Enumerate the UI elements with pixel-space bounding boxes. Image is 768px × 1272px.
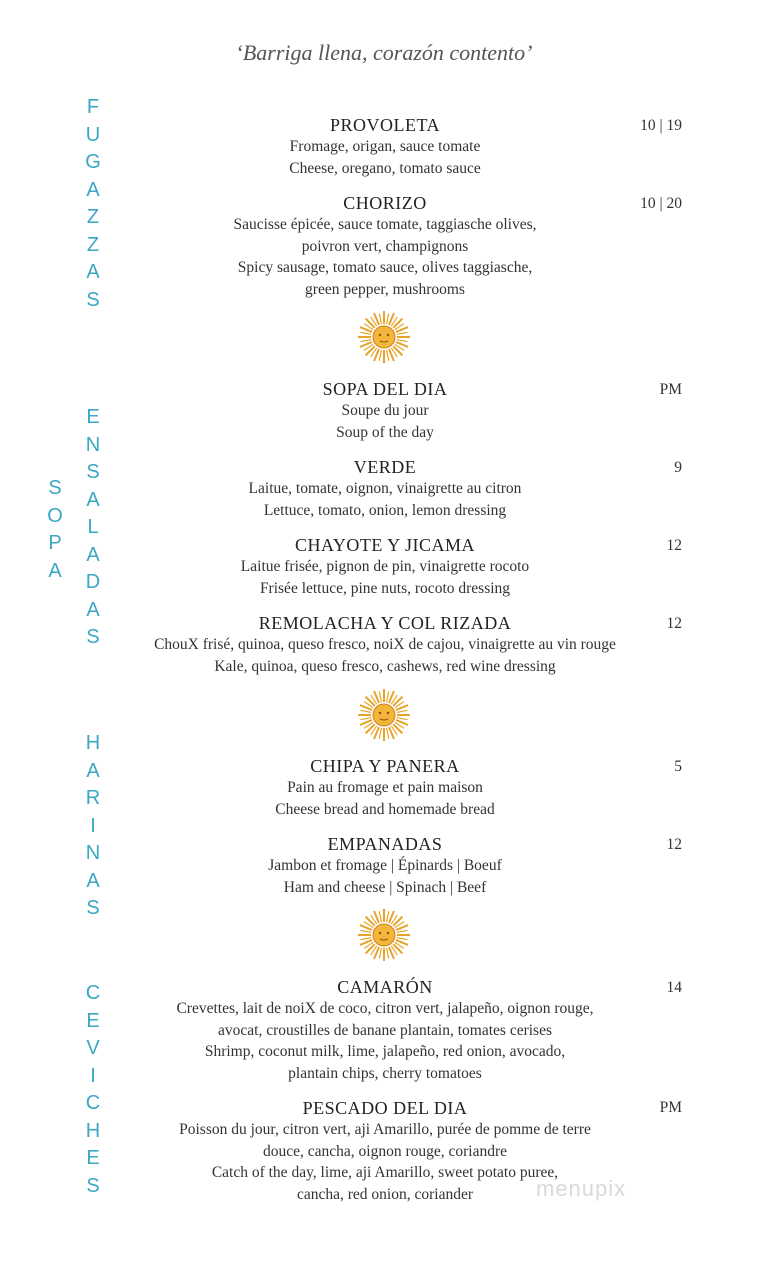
item-name: PESCADO DEL DIA [302,1098,468,1118]
section-label-letter: F [86,96,100,118]
item-description: Crevettes, lait de noiX de coco, citron vert, jalapeño, oignon rouge, [176,1000,594,1017]
item-description: Soup of the day [336,423,434,441]
section-label-letter: C [85,982,101,1004]
item-price: 5 [674,758,682,775]
section-label-letter: U [85,123,101,146]
section-label-letter: E [86,406,100,428]
menu-item [110,456,660,521]
item-name: VERDE [353,457,417,477]
section-label-letter: L [87,516,99,538]
item-name: SOPA DEL DIA [322,379,448,399]
item-name: CHAYOTE Y JICAMA [294,535,475,555]
section-label-letter: Z [86,206,100,228]
section-label-letter: S [86,626,100,648]
item-description: plantain chips, cherry tomatoes [288,1064,482,1082]
menu-item [110,378,660,443]
menu-item [110,192,660,300]
item-description: Laitue frisée, pignon de pin, vinaigrette rocoto [240,558,530,575]
section-label-harinas [81,730,105,923]
section-label-letter: P [48,532,62,554]
section-label-letter: S [48,477,62,499]
item-description: ChouX frisé, quinoa, queso fresco, noiX de cajou, vinaigrette au vin rouge [154,636,616,653]
section-label-letter: A [86,488,100,511]
section-label-letter: A [48,559,62,582]
item-description: Ham and cheese | Spinach | Beef [283,878,487,896]
menu-item [110,833,660,898]
item-price: PM [659,1099,682,1116]
item-price: 14 [666,979,682,996]
item-description: Laitue, tomate, oignon, vinaigrette au citron [248,480,522,497]
item-price: PM [659,381,682,398]
section-label-fugazzas [81,94,105,314]
section-label-letter: R [85,787,101,809]
item-name: CHORIZO [343,193,427,213]
section-label-letter: S [86,897,100,919]
section-label-letter: A [86,598,100,621]
item-price: 12 [666,836,682,853]
menu-item [110,755,660,820]
item-name: PROVOLETA [329,115,441,135]
section-label-letter: G [85,151,101,173]
section-label-letter: E [86,1009,100,1032]
item-description: Cheese bread and homemade bread [275,800,495,818]
item-name: CHIPA Y PANERA [310,756,460,776]
item-description: poivron vert, champignons [301,237,469,255]
menu-item [100,612,670,677]
watermark: menupix [536,1176,627,1201]
section-label-letter: O [47,504,63,527]
item-description: douce, cancha, oignon rouge, coriandre [262,1142,508,1160]
section-label-letter: N [85,842,101,864]
section-label-letter: N [85,433,101,456]
item-description: Lettuce, tomato, onion, lemon dressing [263,501,507,519]
item-description: Kale, quinoa, queso fresco, cashews, red wine dressing [214,657,556,675]
item-description: Spicy sausage, tomato sauce, olives taggiasche, [237,259,533,276]
item-description: Soupe du jour [341,402,429,419]
section-label-sopa [43,475,67,585]
menu-item [110,114,660,179]
item-name: CAMARÓN [337,977,433,997]
item-description: Poisson du jour, citron vert, aji Amarillo, purée de pomme de terre [179,1121,591,1138]
item-description: Jambon et fromage | Épinards | Boeuf [268,857,502,874]
sun-of-may-icon [357,310,411,364]
section-label-letter: I [90,1064,96,1087]
section-label-ceviches [81,980,105,1200]
section-label-letter: C [85,1092,101,1114]
section-label-letter: A [86,543,100,566]
section-label-letter: D [85,571,101,593]
item-description: cancha, red onion, coriander [296,1185,473,1203]
item-description: Frisée lettuce, pine nuts, rocoto dressing [259,579,511,597]
item-description: green pepper, mushrooms [305,280,465,298]
section-label-letter: H [85,1119,101,1142]
item-description: Cheese, oregano, tomato sauce [289,159,481,177]
section-label-letter: V [86,1037,100,1059]
item-price: 10 | 19 [640,117,682,134]
sun-of-may-icon [357,908,411,962]
section-label-letter: A [86,261,100,283]
item-description: Fromage, origan, sauce tomate [289,138,481,155]
item-description: Saucisse épicée, sauce tomate, taggiasche olives, [233,216,537,233]
section-label-letter: S [86,288,100,311]
item-description: Shrimp, coconut milk, lime, jalapeño, red onion, avocado, [204,1043,566,1060]
section-label-letter: A [86,178,100,201]
section-label-letter: S [86,461,100,483]
section-label-letter: E [86,1147,100,1169]
section-label-letter: A [86,869,100,892]
item-description: avocat, croustilles de banane plantain, tomates cerises [218,1021,552,1039]
item-price: 12 [666,615,682,632]
item-name: REMOLACHA Y COL RIZADA [258,613,512,633]
menu-item [110,976,660,1084]
section-label-letter: S [86,1174,100,1197]
item-name: EMPANADAS [327,834,443,854]
item-price: 9 [674,459,682,476]
item-description: Catch of the day, lime, aji Amarillo, sweet potato puree, [211,1164,559,1181]
section-label-letter: I [90,814,96,837]
item-price: 12 [666,537,682,554]
section-label-letter: A [86,759,100,782]
section-label-letter: Z [86,233,100,256]
section-label-letter: H [85,732,101,754]
sun-of-may-icon [357,688,411,742]
item-price: 10 | 20 [640,195,682,212]
item-description: Pain au fromage et pain maison [287,779,483,796]
menu-item [110,534,660,599]
tagline: ‘Barriga llena, corazón contento’ [235,40,533,65]
